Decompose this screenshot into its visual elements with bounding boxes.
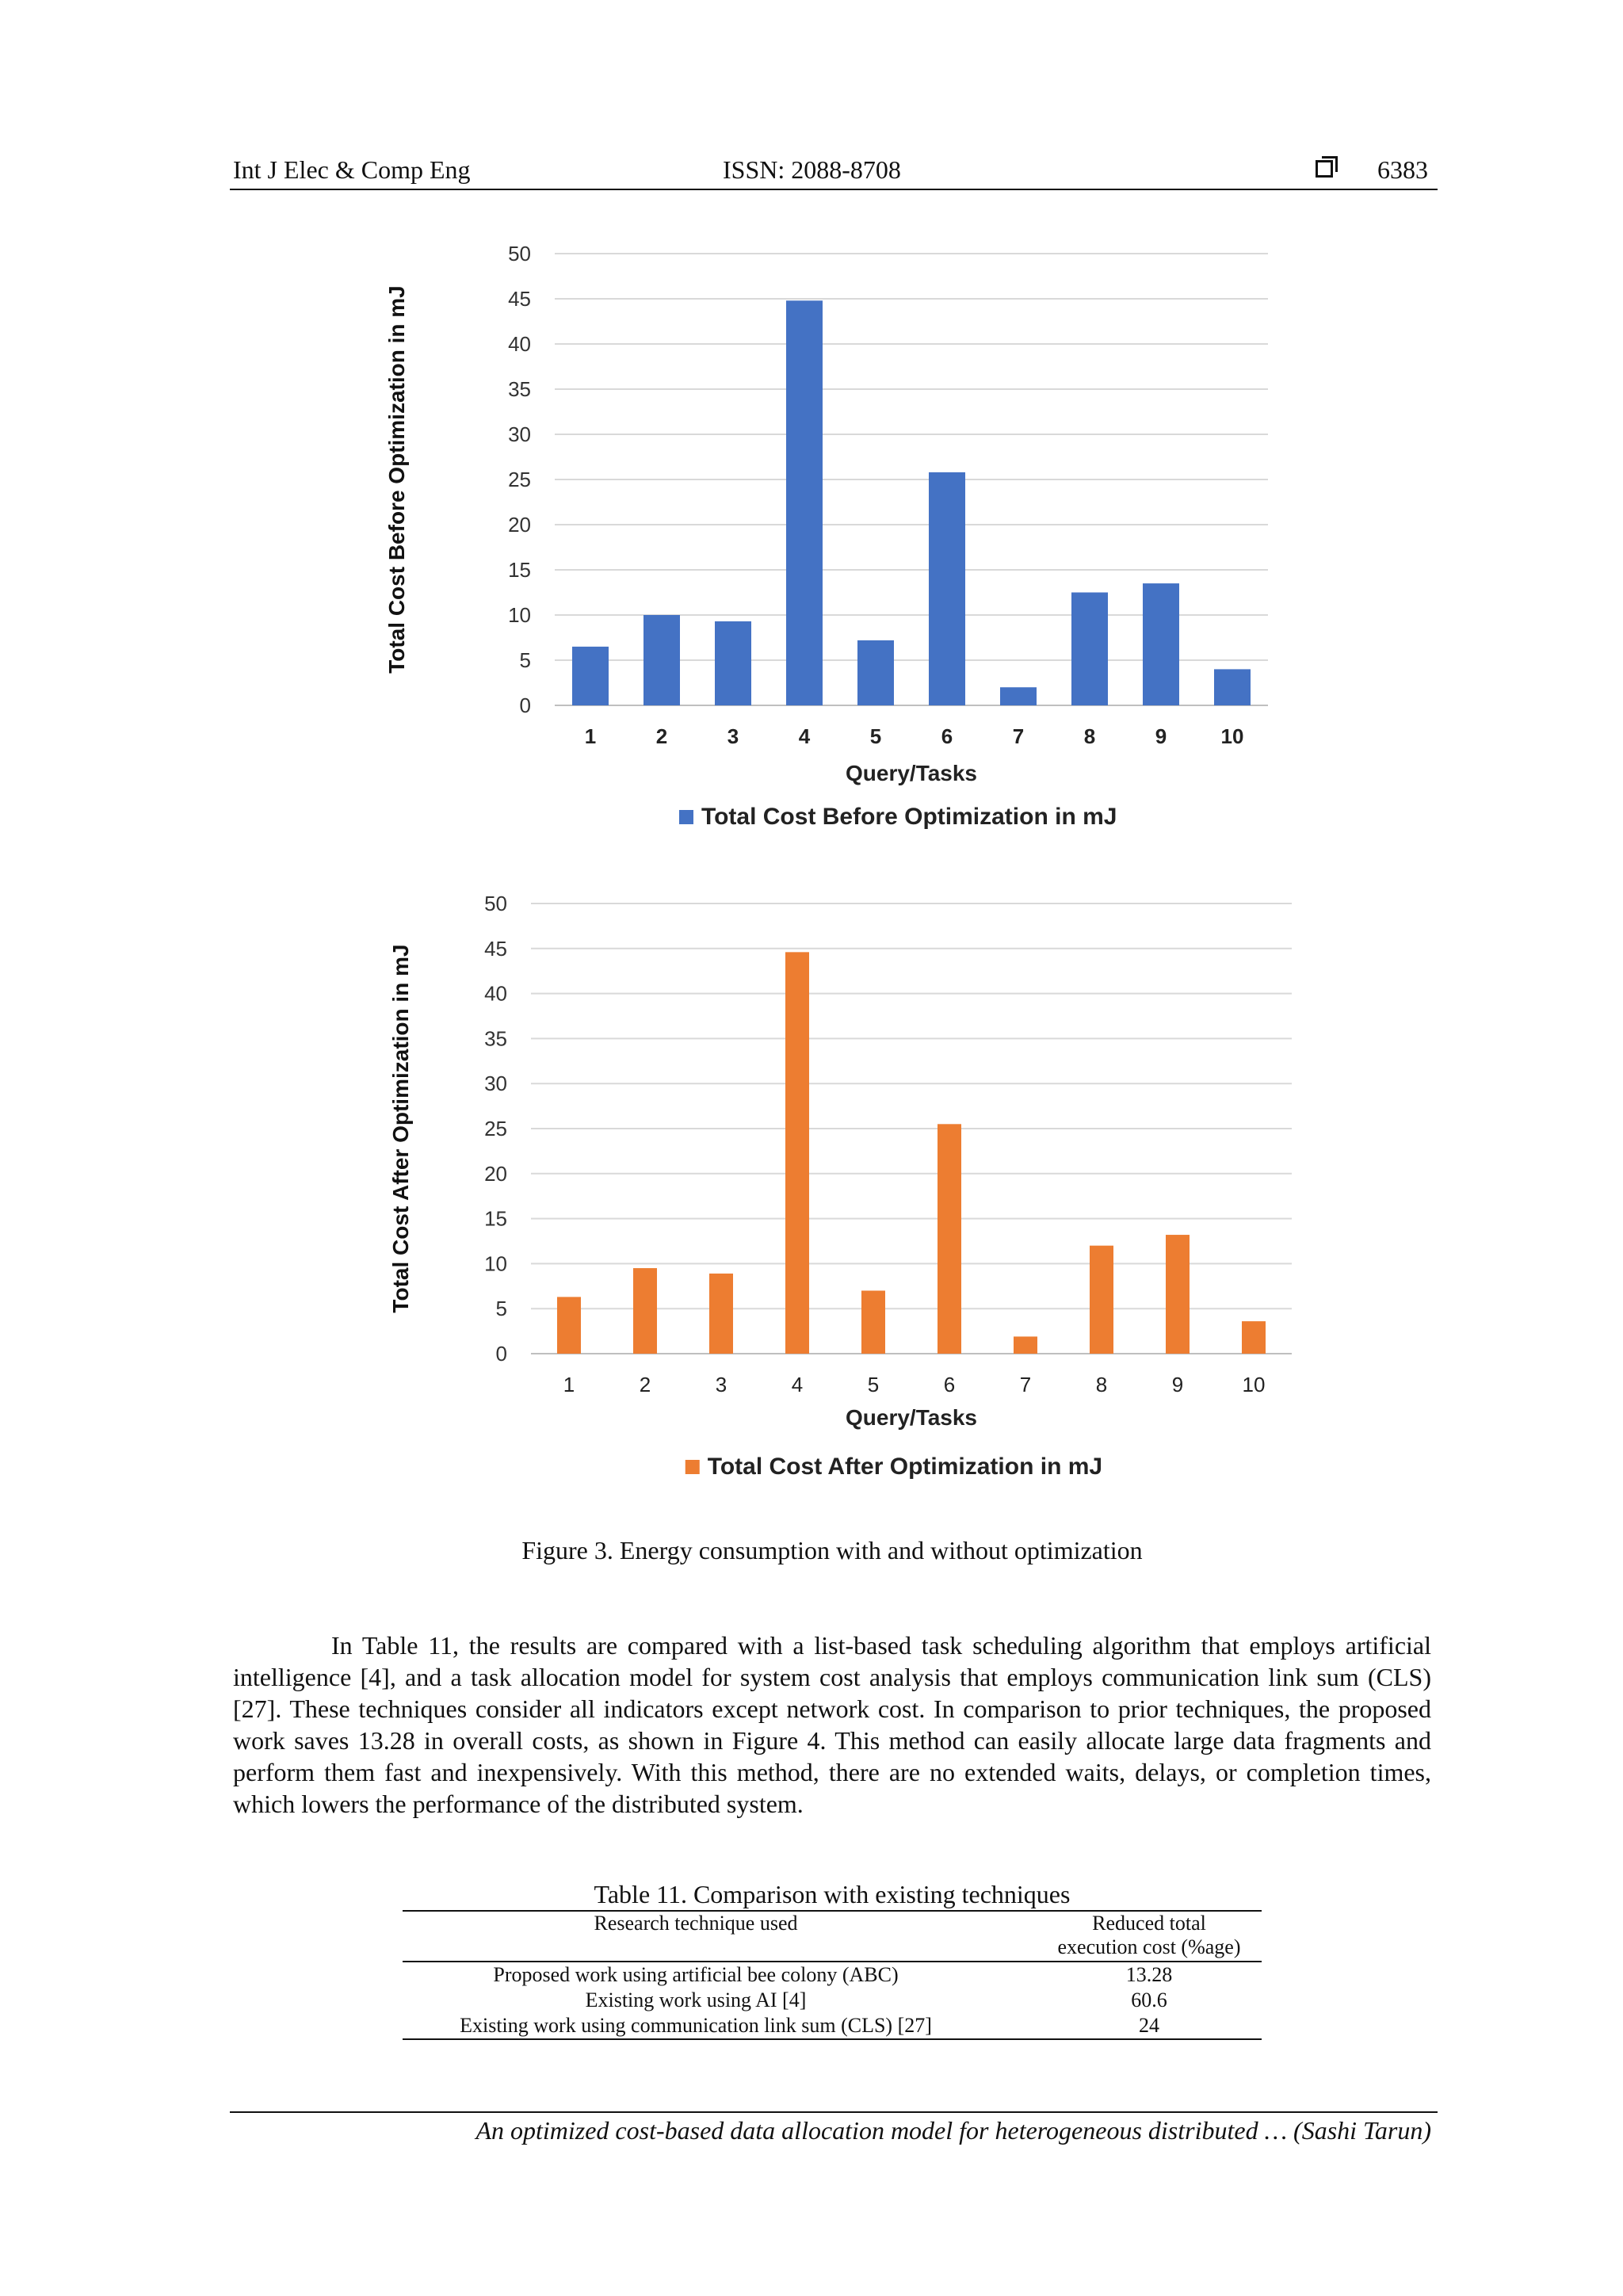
- table-cell-cost: 24: [1139, 2014, 1159, 2037]
- x-tick-label: 5: [869, 724, 882, 748]
- bar: [786, 300, 823, 705]
- x-tick-label: 4: [798, 724, 811, 748]
- table-row: [403, 1962, 1262, 1988]
- bar: [861, 1290, 885, 1354]
- y-tick-label: 35: [508, 377, 531, 401]
- table-row: [403, 2013, 1262, 2039]
- y-tick-label: 25: [508, 468, 531, 491]
- y-tick-label: 20: [484, 1161, 507, 1186]
- bar: [1242, 1321, 1266, 1354]
- bar: [1014, 1336, 1037, 1354]
- bar: [785, 952, 809, 1354]
- x-axis-label: Query/Tasks: [845, 1405, 978, 1430]
- y-tick-label: 50: [508, 242, 531, 266]
- x-tick-label: 5: [867, 1373, 880, 1396]
- page-number: 6383: [1377, 155, 1428, 184]
- table-header-technique: Research technique used: [594, 1912, 798, 1935]
- y-tick-label: 25: [484, 1117, 507, 1140]
- legend-label: Total Cost Before Optimization in mJ: [701, 804, 1117, 830]
- y-tick-label: 0: [495, 1342, 507, 1366]
- bar: [633, 1268, 657, 1354]
- x-tick-label: 8: [1095, 1373, 1108, 1396]
- bar: [557, 1297, 581, 1354]
- table-row: [403, 1988, 1262, 2013]
- x-tick-label: 10: [1220, 724, 1244, 748]
- x-axis-label: Query/Tasks: [845, 761, 978, 785]
- bar: [1143, 583, 1179, 705]
- y-tick-label: 5: [495, 1297, 507, 1321]
- chart-after-optimization: [372, 880, 1308, 1506]
- y-tick-label: 10: [508, 603, 531, 627]
- x-tick-label: 8: [1083, 724, 1096, 748]
- y-tick-label: 45: [508, 287, 531, 311]
- table-header-cost: Reduced total execution cost (%age): [1057, 1912, 1241, 1958]
- x-tick-label: 2: [639, 1373, 651, 1396]
- x-tick-label: 9: [1155, 724, 1167, 748]
- copy-box-icon: [1316, 160, 1333, 178]
- bar: [929, 472, 965, 705]
- x-tick-label: 6: [941, 724, 953, 748]
- x-tick-label: 3: [727, 724, 739, 748]
- x-tick-label: 1: [584, 724, 597, 748]
- x-tick-label: 7: [1012, 724, 1025, 748]
- table-cell-technique: Existing work using AI [4]: [585, 1988, 807, 2011]
- y-tick-label: 50: [484, 892, 507, 915]
- comparison-table: [403, 1910, 1262, 2040]
- bar: [1000, 687, 1037, 705]
- x-tick-label: 9: [1171, 1373, 1184, 1396]
- bar: [938, 1124, 961, 1354]
- table-title: Table 11. Comparison with existing techniques: [594, 1880, 1071, 1908]
- y-tick-label: 5: [519, 648, 531, 672]
- bar: [1071, 593, 1108, 706]
- y-tick-label: 15: [484, 1206, 507, 1231]
- chart-after-svg: [372, 880, 1308, 1506]
- issn: ISSN: 2088-8708: [723, 155, 901, 184]
- bar: [715, 621, 751, 705]
- running-footer: An optimized cost-based data allocation model for heterogeneous distributed … (Sashi Tarun): [475, 2116, 1431, 2145]
- x-tick-label: 1: [563, 1373, 575, 1396]
- y-tick-label: 35: [484, 1026, 507, 1051]
- table-cell-cost: 60.6: [1131, 1988, 1167, 2011]
- y-axis-label: Total Cost Before Optimization in mJ: [384, 285, 409, 674]
- y-tick-label: 40: [484, 981, 507, 1006]
- table-cell-technique: Existing work using communication link sum (CLS) [27]: [460, 2014, 932, 2037]
- x-tick-label: 4: [791, 1373, 804, 1396]
- bar: [572, 647, 609, 705]
- chart-before-svg: [372, 230, 1308, 856]
- legend-swatch: [679, 810, 693, 824]
- x-tick-label: 7: [1019, 1373, 1032, 1396]
- bar: [709, 1274, 733, 1354]
- y-tick-label: 40: [508, 332, 531, 356]
- journal-name: Int J Elec & Comp Eng: [233, 155, 471, 184]
- x-tick-label: 3: [715, 1373, 727, 1396]
- bar: [1214, 669, 1251, 705]
- y-tick-label: 15: [508, 558, 531, 582]
- x-tick-label: 6: [943, 1373, 956, 1396]
- header-rule: [230, 189, 1438, 190]
- legend-swatch: [685, 1460, 700, 1474]
- body-paragraph: In Table 11, the results are compared with a list-based task scheduling algorithm that employs artificial intelligence [4], and a task allocation model for system cost analysis that employs communication link sum (CLS) [27]. These techniques consider all indicators except network cost. In comparison to prior techniques, the proposed work saves 13.28 in overall costs, as shown in Figure 4. This method can easily allocate large data fragments and perform them fast and inexpensively. With this method, there are no extended waits, delays, or completion times, which lowers the performance of the distributed system.: [233, 1631, 1431, 1818]
- y-tick-label: 20: [508, 513, 531, 537]
- y-tick-label: 30: [508, 422, 531, 446]
- y-tick-label: 0: [519, 693, 531, 717]
- footer-rule: [230, 2111, 1438, 2113]
- y-tick-label: 30: [484, 1072, 507, 1096]
- x-tick-label: 10: [1242, 1373, 1266, 1396]
- bar: [1166, 1235, 1190, 1354]
- bar: [643, 615, 680, 705]
- bar: [857, 640, 894, 705]
- table-header-row: [403, 1911, 1262, 1962]
- legend-label: Total Cost After Optimization in mJ: [707, 1454, 1103, 1480]
- table-cell-cost: 13.28: [1125, 1963, 1173, 1986]
- bar: [1090, 1246, 1113, 1354]
- y-tick-label: 45: [484, 936, 507, 961]
- chart-before-optimization: [372, 230, 1308, 856]
- y-axis-label: Total Cost After Optimization in mJ: [388, 944, 413, 1313]
- x-tick-label: 2: [655, 724, 668, 748]
- figure-caption: Figure 3. Energy consumption with and without optimization: [521, 1536, 1143, 1564]
- table-cell-technique: Proposed work using artificial bee colony (ABC): [493, 1963, 899, 1986]
- y-tick-label: 10: [484, 1251, 507, 1276]
